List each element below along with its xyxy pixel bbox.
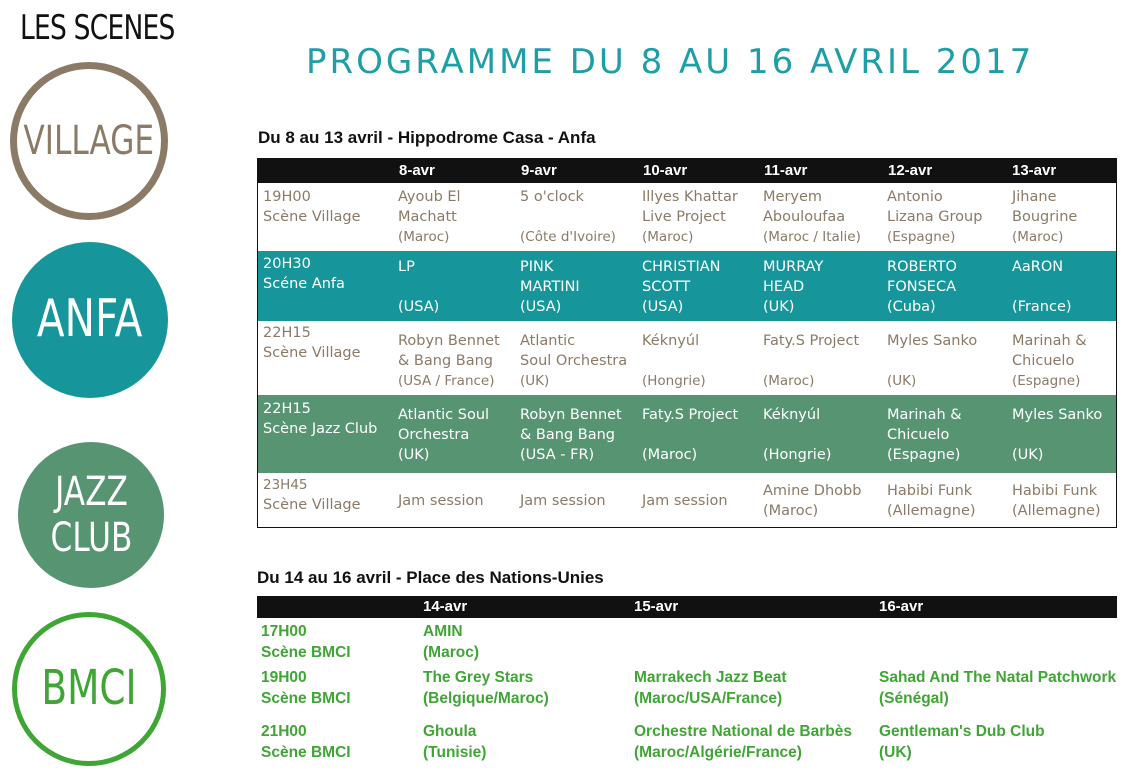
table1-row-jazzclub-2215 (258, 395, 1116, 473)
performance-cell (1012, 331, 1087, 391)
artist-origin: (UK) (398, 447, 430, 463)
performance-cell (634, 721, 852, 763)
performance-cell (763, 405, 831, 465)
row-scene: Scène Jazz Club (263, 421, 378, 437)
artist-name: Illyes Khattar Live Project (642, 189, 738, 225)
artist-name: ROBERTO FONSECA (887, 259, 957, 295)
performance-cell (423, 667, 549, 709)
performance-cell (398, 257, 439, 317)
scene-circle-anfa (12, 242, 168, 398)
table1-row-village-2345 (258, 473, 1116, 527)
performance-cell (1012, 481, 1101, 521)
performance-cell (1012, 405, 1102, 465)
performance-cell (398, 187, 461, 247)
row-scene: Scéne Anfa (263, 276, 345, 292)
artist-origin: (UK) (879, 744, 912, 761)
performance-cell (520, 257, 580, 317)
performance-cell (1012, 257, 1072, 317)
artist-name: Atlantic Soul Orchestra (520, 333, 628, 369)
artist-origin: (Côte d'Ivoire) (520, 229, 616, 245)
scene-circle-village (10, 62, 168, 220)
row-scene: Scène BMCI (261, 744, 351, 761)
artist-name: Orchestre National de Barbès (634, 723, 852, 740)
artist-name: Amine Dhobb (763, 483, 862, 499)
artist-name: Ayoub El Machatt (398, 189, 461, 225)
scene-circle-jazz-club (18, 442, 164, 588)
row-time: 23H45 (263, 477, 308, 493)
performance-cell (423, 721, 486, 763)
performance-cell (887, 187, 982, 247)
table1-col-header: 9-avr (521, 162, 557, 179)
performance-cell (887, 331, 977, 391)
performance-cell (634, 667, 787, 709)
table1-col-header: 8-avr (399, 162, 435, 179)
performance-cell (879, 667, 1116, 709)
table1-header (258, 159, 1116, 183)
performance-cell (520, 331, 627, 391)
artist-origin: (USA) (642, 299, 684, 315)
artist-origin: (USA - FR) (520, 447, 595, 463)
performance-cell (423, 621, 479, 663)
performance-cell (642, 405, 738, 465)
performance-cell (763, 331, 859, 391)
table2-col-header: 15-avr (634, 598, 679, 615)
artist-name: The Grey Stars (423, 669, 534, 686)
artist-name: Atlantic Soul Orchestra (398, 407, 490, 443)
artist-name: Jam session (520, 493, 606, 509)
artist-origin: (Maroc) (398, 229, 450, 245)
scene-label-bmci: BMCI (41, 660, 137, 717)
artist-name: Kéknyúl (642, 333, 700, 349)
artist-origin: (USA / France) (398, 373, 495, 389)
scene-label-jazz-club: JAZZ CLUB (50, 469, 132, 561)
row-time-cell (263, 254, 345, 294)
section2-title: Du 14 au 16 avril - Place des Nations-Unies (257, 568, 604, 587)
row-time: 17H00 (261, 623, 307, 640)
table1-row-anfa-2030 (258, 251, 1116, 321)
artist-name: Sahad And The Natal Patchwork (879, 669, 1117, 686)
table2-row-time (261, 667, 351, 709)
artist-origin: (Maroc) (642, 229, 694, 245)
row-time: 20H30 (263, 256, 311, 272)
artist-name: Habibi Funk (887, 483, 973, 499)
performance-cell (398, 405, 489, 465)
artist-origin: (Maroc) (642, 447, 698, 463)
performance-cell (642, 331, 706, 391)
performance-cell (642, 257, 720, 317)
artist-origin: (Belgique/Maroc) (423, 690, 549, 707)
table1-col-header: 12-avr (888, 162, 933, 179)
artist-origin: (Maroc) (423, 644, 479, 661)
artist-name: AaRON (1012, 259, 1064, 275)
performance-cell (520, 491, 606, 511)
performance-cell (642, 187, 738, 247)
performance-cell (642, 491, 728, 511)
artist-name: Meryem Abouloufaa (763, 189, 846, 225)
row-time-cell (263, 323, 361, 363)
artist-origin: (Tunisie) (423, 744, 487, 761)
row-time-cell (263, 399, 377, 439)
performance-cell (520, 405, 622, 465)
performance-cell (763, 187, 861, 247)
performance-cell (887, 257, 957, 317)
table1-col-header: 10-avr (643, 162, 688, 179)
table2-row-time (261, 721, 351, 763)
artist-origin: (Maroc) (763, 373, 815, 389)
artist-name: AMIN (423, 623, 463, 640)
scenes-heading: LES SCENES (20, 8, 175, 48)
artist-origin: (Hongrie) (642, 373, 706, 389)
artist-name: Jam session (398, 493, 484, 509)
row-scene: Scène BMCI (261, 690, 351, 707)
artist-origin: (Espagne) (1012, 373, 1081, 389)
artist-origin: (Maroc / Italie) (763, 229, 861, 245)
table1-col-header: 11-avr (764, 162, 808, 179)
artist-origin: (Espagne) (887, 447, 961, 463)
artist-name: Robyn Bennet & Bang Bang (398, 333, 500, 369)
artist-name: Myles Sanko (887, 333, 978, 349)
artist-name: Marrakech Jazz Beat (634, 669, 787, 686)
artist-origin: (UK) (763, 299, 795, 315)
artist-origin: (USA) (398, 299, 440, 315)
row-time-cell (263, 187, 361, 227)
artist-name: LP (398, 259, 415, 275)
artist-origin: (UK) (887, 373, 917, 389)
page-title: PROGRAMME DU 8 AU 16 AVRIL 2017 (306, 42, 1035, 82)
row-time-cell (263, 475, 361, 515)
scene-label-anfa: ANFA (37, 289, 143, 350)
artist-name: PINK MARTINI (520, 259, 580, 295)
artist-name: Robyn Bennet & Bang Bang (520, 407, 622, 443)
table1-col-header: 13-avr (1012, 162, 1057, 179)
table2-header (257, 596, 1117, 618)
artist-origin: (Maroc) (763, 503, 819, 519)
performance-cell (520, 187, 616, 247)
row-time: 19H00 (263, 189, 311, 205)
table2-row-time (261, 621, 351, 663)
artist-origin: (France) (1012, 299, 1072, 315)
scene-circle-bmci (12, 612, 166, 766)
row-time: 22H15 (263, 401, 311, 417)
performance-cell (887, 405, 962, 465)
artist-name: Faty.S Project (642, 407, 739, 423)
performance-cell (763, 257, 823, 317)
artist-name: Jam session (642, 493, 728, 509)
artist-origin: (USA) (520, 299, 562, 315)
table2-col-header: 16-avr (879, 598, 924, 615)
artist-origin: (Allemagne) (887, 503, 976, 519)
artist-origin: (UK) (1012, 447, 1044, 463)
row-scene: Scène BMCI (261, 644, 351, 661)
section1-title: Du 8 au 13 avril - Hippodrome Casa - Anfa (258, 128, 596, 147)
artist-name: MURRAY HEAD (763, 259, 824, 295)
performance-cell (1012, 187, 1077, 247)
row-scene: Scène Village (263, 497, 361, 513)
artist-name: Antonio Lizana Group (887, 189, 983, 225)
artist-name: Gentleman's Dub Club (879, 723, 1045, 740)
artist-name: Marinah & Chicuelo (1012, 333, 1087, 369)
table1-row-village-1900 (258, 183, 1116, 251)
artist-origin: (Hongrie) (763, 447, 832, 463)
performance-cell (763, 481, 861, 521)
table2-col-header: 14-avr (423, 598, 468, 615)
performance-cell (398, 491, 484, 511)
row-scene: Scène Village (263, 209, 361, 225)
artist-origin: (Sénégal) (879, 690, 949, 707)
artist-origin: (Allemagne) (1012, 503, 1101, 519)
artist-origin: (Cuba) (887, 299, 936, 315)
artist-origin: (Espagne) (887, 229, 956, 245)
row-time: 22H15 (263, 325, 311, 341)
artist-name: Myles Sanko (1012, 407, 1103, 423)
artist-origin: (Maroc/USA/France) (634, 690, 783, 707)
row-time: 19H00 (261, 669, 307, 686)
artist-name: Jihane Bougrine (1012, 189, 1078, 225)
artist-name: Ghoula (423, 723, 477, 740)
row-scene: Scène Village (263, 345, 361, 361)
table1-row-village-2215 (258, 321, 1116, 395)
performance-cell (879, 721, 1045, 763)
scene-label-village: VILLAGE (23, 118, 155, 164)
schedule-table-1 (257, 158, 1117, 528)
artist-origin: (UK) (520, 373, 550, 389)
artist-name: 5 o'clock (520, 189, 584, 205)
artist-name: Habibi Funk (1012, 483, 1098, 499)
row-time: 21H00 (261, 723, 307, 740)
performance-cell (398, 331, 500, 391)
artist-name: Faty.S Project (763, 333, 860, 349)
artist-name: CHRISTIAN SCOTT (642, 259, 721, 295)
artist-name: Marinah & Chicuelo (887, 407, 962, 443)
artist-origin: (Maroc) (1012, 229, 1064, 245)
artist-origin: (Maroc/Algérie/France) (634, 744, 802, 761)
artist-name: Kéknyúl (763, 407, 821, 423)
performance-cell (887, 481, 976, 521)
